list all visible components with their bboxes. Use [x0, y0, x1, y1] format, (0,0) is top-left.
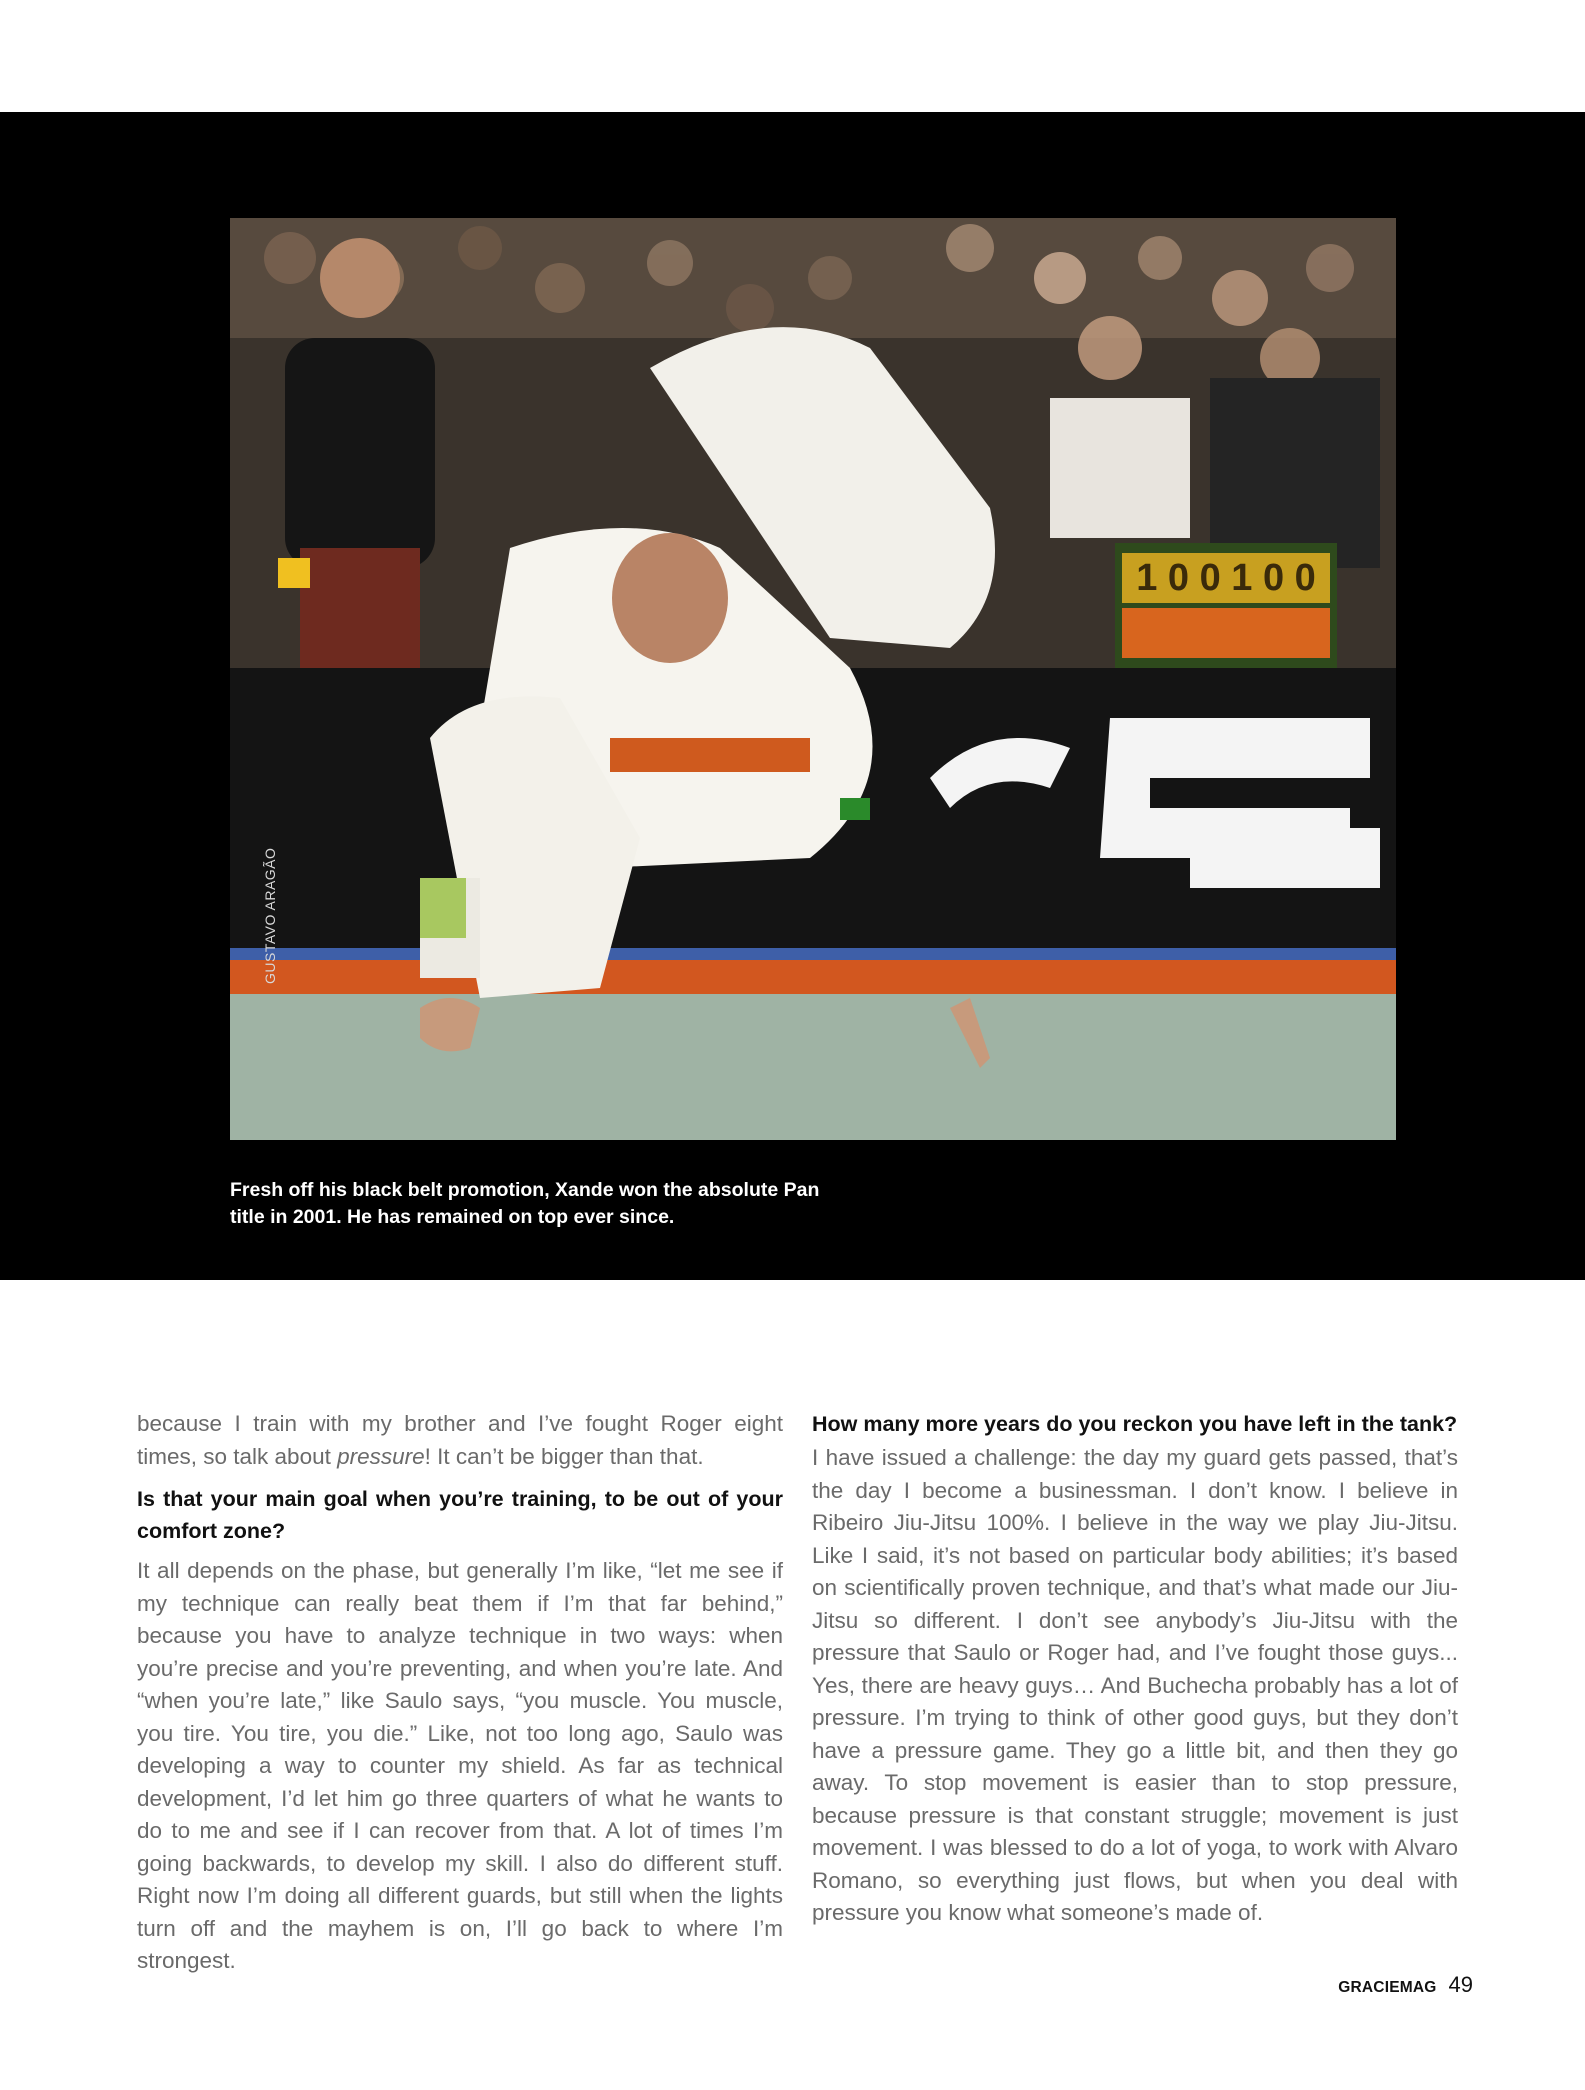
- photo-band: [0, 112, 1585, 1280]
- photo-credit: GUSTAVO ARAGÃO: [262, 847, 278, 984]
- paragraph: [137, 1408, 783, 1473]
- interview-question: How many more years do you reckon you have left in the tank?: [812, 1412, 1458, 1436]
- text-run: ! It can’t be bigger than that.: [424, 1443, 704, 1469]
- article-column-left: [137, 1408, 783, 1978]
- caption-line: Fresh off his black belt promotion, Xande won the absolute Pan: [230, 1179, 820, 1201]
- match-photo-illustration: [230, 218, 1396, 1140]
- caption-line: title in 2001. He has remained on top ever since.: [230, 1206, 675, 1228]
- page-footer: [1338, 1972, 1473, 1998]
- magazine-name: GRACIEMAG: [1338, 1979, 1437, 1996]
- referee-shirt: [285, 338, 435, 568]
- emphasized-word: pressure: [337, 1443, 425, 1469]
- interview-question: Is that your main goal when you’re training, to be out of your comfort zone?: [137, 1487, 783, 1543]
- scoreboard-digits: 1 0 0 1 0 0: [1136, 557, 1316, 599]
- page-number: 49: [1448, 1972, 1473, 1997]
- interview-answer: It all depends on the phase, but generally I’m like, “let me see if my technique can really beat them if I’m that far behind,” because you have to analyze technique in two ways: when you’re precise and you’re preventing, and when you’re late. And “when you’re late,” like Saulo says, “you muscle. You muscle, you tire. You tire, you die.” Like, not too long ago, Saulo was developing a way to counter my shield. As far as technical development, I’d let him go three quarters of what he wants to do to me and see if I can recover from that. A lot of times I’m going backwards, to develop my skill. I also do different stuff. Right now I’m doing all different guards, but still when the lights turn off and the mayhem is on, I’ll go back to where I’m strongest.: [137, 1558, 783, 1973]
- interview-answer: I have issued a challenge: the day my guard gets passed, that’s the day I become a businessman. I don’t know. I believe in Ribeiro Jiu-Jitsu 100%. I believe in the way we play Jiu-Jitsu. Like I said, it’s not based on particular body abilities; it’s based on scientifically proven technique, and that’s what made our Jiu-Jitsu so different. I don’t see anybody’s Jiu-Jitsu with the pressure that Saulo or Roger had, and I’ve fought those guys... Yes, there are heavy guys… And Buchecha probably has a lot of pressure. I’m trying to think of other good guys, but they don’t have a pressure game. They go a little bit, and then they go away. To stop movement is easier than to stop pressure, because pressure is that constant struggle; movement is just movement. I was blessed to do a lot of yoga, to work with Alvaro Romano, so everything just flows, but when you deal with pressure you know what someone’s made of.: [812, 1445, 1458, 1925]
- fighter-head: [612, 533, 728, 663]
- match-photo: [230, 218, 1396, 1140]
- text-run: because I train with my brother and I’ve fought Roger eight times, so talk about: [137, 1411, 783, 1469]
- photo-caption: [230, 1177, 930, 1231]
- article-column-right: [812, 1408, 1458, 1930]
